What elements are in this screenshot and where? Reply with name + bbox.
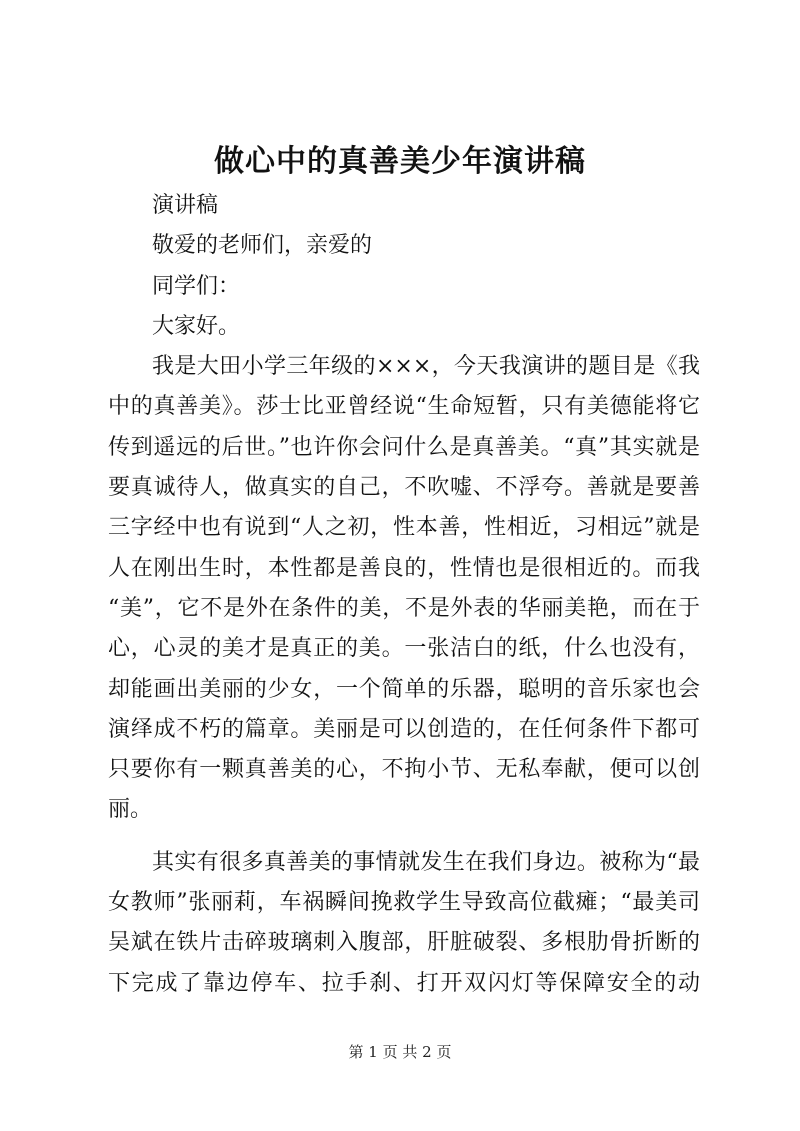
paragraph-1-line: “美”，它不是外在条件的美，不是外表的华丽美艳，而在于 (108, 595, 700, 621)
paragraph-1-line: 人在刚出生时，本性都是善良的，性情也是很相近的。而我 (108, 555, 700, 581)
paragraph-1-line: 要真诚待人，做真实的自己，不吹嘘、不浮夸。善就是要善 (108, 475, 700, 501)
paragraph-2-line: 吴斌在铁片击碎玻璃刺入腹部，肝脏破裂、多根肋骨折断的 (108, 930, 700, 956)
paragraph-1-line: 只要你有一颗真善美的心，不拘小节、无私奉献，便可以创 (108, 757, 700, 783)
paragraph-2-line: 下完成了靠边停车、拉手刹、打开双闪灯等保障安全的动 (108, 970, 700, 996)
paragraph-spacer (108, 831, 700, 843)
page-number-footer: 第 1 页 共 2 页 (348, 1043, 452, 1061)
text-line-heading: 演讲稿 (152, 193, 219, 218)
paragraph-2-line: 其实有很多真善美的事情就发生在我们身边。被称为“最 (152, 849, 700, 875)
paragraph-1-line: 演绎成不朽的篇章。美丽是可以创造的，在任何条件下都可 (108, 716, 700, 742)
paragraph-1-line: 传到遥远的后世。”也许你会问什么是真善美。“真”其实就是 (108, 434, 700, 460)
text-line-salutation: 敬爱的老师们，亲爱的 (152, 233, 373, 259)
page-title: 做心中的真善美少年演讲稿 (214, 144, 586, 179)
speech-body (108, 186, 700, 1004)
paragraph-1-line-last: 丽。 (108, 797, 153, 823)
text-line-salutation-cont: 同学们： (152, 273, 241, 299)
paragraph-1-line: 却能画出美丽的少女，一个简单的乐器，聪明的音乐家也会 (108, 676, 700, 702)
paragraph-1-line: 心，心灵的美才是真正的美。一张洁白的纸，什么也没有， (108, 636, 700, 662)
text-line-greeting: 大家好。 (152, 313, 241, 339)
paragraph-1-line: 中的真善美》。莎士比亚曾经说“生命短暂，只有美德能将它 (108, 394, 700, 420)
paragraph-2-line: 女教师”张丽莉，车祸瞬间挽救学生导致高位截瘫；“最美司 (108, 890, 700, 916)
paragraph-1-line: 我是大田小学三年级的×××，今天我演讲的题目是《我 (152, 354, 700, 380)
paragraph-1-line: 三字经中也有说到“人之初，性本善，性相近，习相远”就是 (108, 515, 700, 541)
